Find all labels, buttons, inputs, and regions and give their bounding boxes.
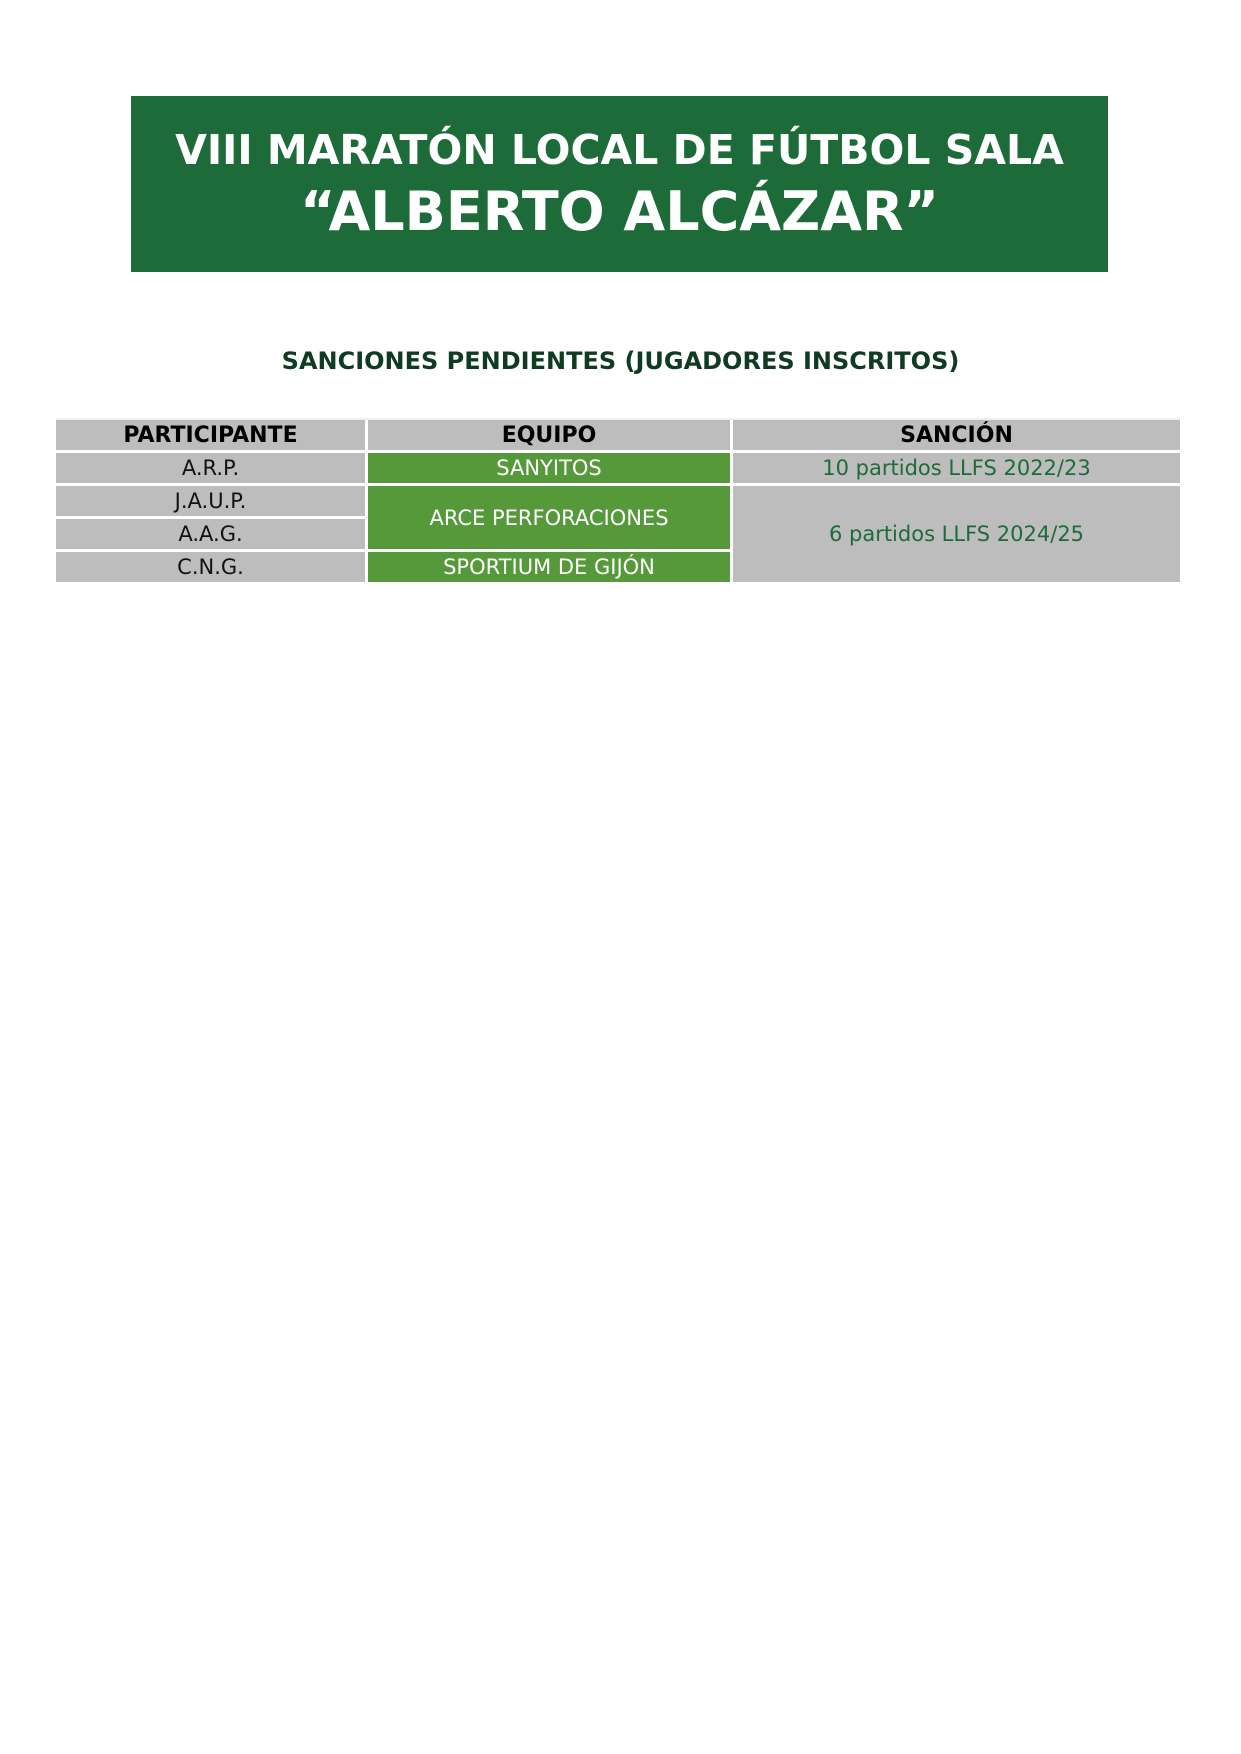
participant-cell: A.A.G.	[56, 519, 365, 549]
column-header-sanction: SANCIÓN	[733, 420, 1180, 450]
team-cell: SANYITOS	[368, 453, 730, 483]
team-cell: SPORTIUM DE GIJÓN	[368, 552, 730, 582]
title-line-1: VIII MARATÓN LOCAL DE FÚTBOL SALA	[175, 126, 1064, 174]
participant-cell: A.R.P.	[56, 453, 365, 483]
sanction-cell: 10 partidos LLFS 2022/23	[733, 453, 1180, 483]
participant-cell: J.A.U.P.	[56, 486, 365, 516]
title-line-2: “ALBERTO ALCÁZAR”	[299, 180, 940, 243]
sanction-cell: 6 partidos LLFS 2024/25	[733, 486, 1180, 582]
team-cell: ARCE PERFORACIONES	[368, 486, 730, 549]
participant-cell: C.N.G.	[56, 552, 365, 582]
column-header-team: EQUIPO	[368, 420, 730, 450]
column-header-participant: PARTICIPANTE	[56, 420, 365, 450]
title-banner	[131, 96, 1108, 272]
section-title: SANCIONES PENDIENTES (JUGADORES INSCRITOS)	[281, 347, 960, 375]
sanctions-table	[56, 418, 1180, 582]
